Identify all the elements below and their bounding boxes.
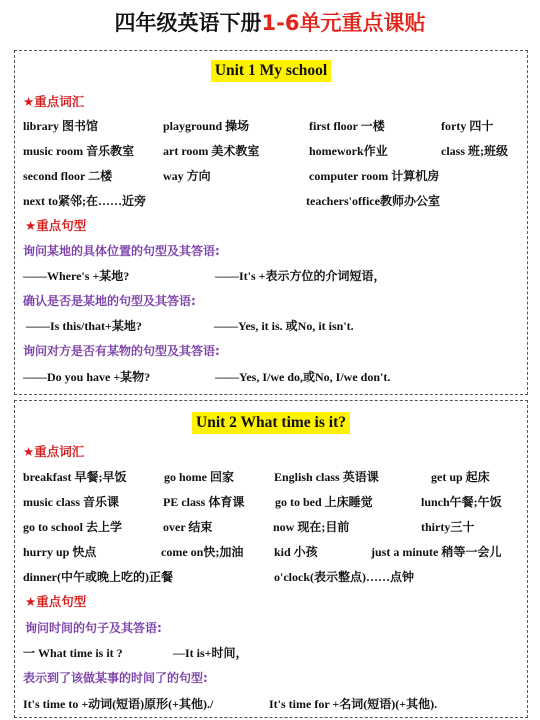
vocab-item: playground 操场	[163, 119, 250, 133]
pattern-question: ——Where's +某地?	[23, 269, 130, 283]
vocab-item: thirty三十	[421, 520, 475, 534]
unit2-vocab-row-4	[23, 543, 523, 561]
unit1-vocab-row-3	[23, 167, 523, 185]
vocab-item: just a minute 稍等一会儿	[371, 545, 502, 559]
pattern-answer: —It is+时间，	[173, 646, 248, 660]
vocab-item: next to紧邻;在……近旁	[23, 194, 146, 208]
pattern-sentence-a: It's time to +动词(短语)原形(+其他)./	[23, 697, 214, 711]
page-title	[0, 6, 540, 40]
vocab-item: now 现在;目前	[273, 520, 350, 534]
vocab-item: get up 起床	[431, 470, 490, 484]
vocab-item: class 班;班级	[441, 144, 508, 158]
unit1-pattern-2-label: 确认是否是某地的句型及其答语:	[23, 294, 196, 308]
unit2-panel	[14, 400, 528, 718]
pattern-question: ——Do you have +某物?	[23, 370, 151, 384]
unit1-title: Unit 1 My school	[15, 60, 527, 82]
unit2-pattern-2-label: 表示到了该做某事的时间了的句型:	[23, 671, 208, 685]
unit1-pattern-1-label: 询问某地的具体位置的句型及其答语:	[23, 244, 220, 258]
unit2-vocab-row-1	[23, 468, 523, 486]
title-part-1: 四年级英语下册	[114, 11, 262, 35]
unit1-sentence-heading: ★重点句型	[25, 218, 87, 233]
vocab-item: breakfast 早餐;早饭	[23, 470, 127, 484]
unit1-pattern-2	[23, 317, 523, 335]
vocab-item: first floor 一楼	[309, 119, 385, 133]
pattern-answer: ——It's +表示方位的介词短语，	[215, 269, 386, 283]
vocab-item: music class 音乐课	[23, 495, 120, 509]
pattern-sentence-b: It's time for +名词(短语)(+其他).	[269, 697, 438, 711]
vocab-item: second floor 二楼	[23, 169, 113, 183]
vocab-item: teachers'office教师办公室	[306, 194, 440, 208]
vocab-item: art room 美术教室	[163, 144, 260, 158]
vocab-item: way 方向	[163, 169, 211, 183]
unit2-title: Unit 2 What time is it?	[15, 412, 527, 434]
vocab-item: homework作业	[309, 144, 388, 158]
unit2-vocab-row-3	[23, 518, 523, 536]
vocab-item: library 图书馆	[23, 119, 98, 133]
vocab-item: go to bed 上床睡觉	[275, 495, 373, 509]
unit1-pattern-3	[23, 368, 523, 386]
unit1-panel	[14, 50, 528, 395]
vocab-item: go home 回家	[164, 470, 234, 484]
pattern-answer: ——Yes, it is. 或No, it isn't.	[214, 319, 354, 333]
unit1-vocab-row-1	[23, 117, 523, 135]
vocab-item: dinner(中午或晚上吃的)正餐	[23, 570, 174, 584]
vocab-item: PE class 体育课	[163, 495, 245, 509]
unit1-vocab-row-2	[23, 142, 523, 160]
unit1-vocab-row-4	[23, 192, 523, 210]
pattern-question: ——Is this/that+某地?	[26, 319, 142, 333]
vocab-item: come on快;加油	[161, 545, 244, 559]
unit2-pattern-1-label: 询问时间的句子及其答语:	[25, 621, 162, 635]
unit2-pattern-2	[23, 695, 523, 713]
vocab-item: go to school 去上学	[23, 520, 123, 534]
unit1-vocab-heading: ★重点词汇	[23, 94, 85, 109]
unit2-vocab-row-5	[23, 568, 523, 586]
vocab-item: kid 小孩	[274, 545, 318, 559]
vocab-item: o'clock(表示整点)……点钟	[274, 570, 414, 584]
title-part-2: 1-6单元	[261, 11, 342, 35]
vocab-item: over 结束	[163, 520, 213, 534]
vocab-item: music room 音乐教室	[23, 144, 135, 158]
vocab-item: English class 英语课	[274, 470, 379, 484]
unit2-pattern-1	[23, 644, 523, 662]
pattern-question: 一 What time is it ?	[23, 646, 123, 660]
unit1-pattern-1	[23, 267, 523, 285]
unit1-pattern-3-label: 询问对方是否有某物的句型及其答语:	[23, 344, 220, 358]
title-part-3: 重点课贴	[341, 11, 426, 35]
vocab-item: computer room 计算机房	[309, 169, 440, 183]
pattern-answer: ——Yes, I/we do,或No, I/we don't.	[215, 370, 391, 384]
unit2-vocab-row-2	[23, 493, 523, 511]
vocab-item: lunch午餐;午饭	[421, 495, 502, 509]
vocab-item: hurry up 快点	[23, 545, 97, 559]
vocab-item: forty 四十	[441, 119, 494, 133]
unit2-sentence-heading: ★重点句型	[25, 594, 87, 609]
unit2-vocab-heading: ★重点词汇	[23, 444, 85, 459]
